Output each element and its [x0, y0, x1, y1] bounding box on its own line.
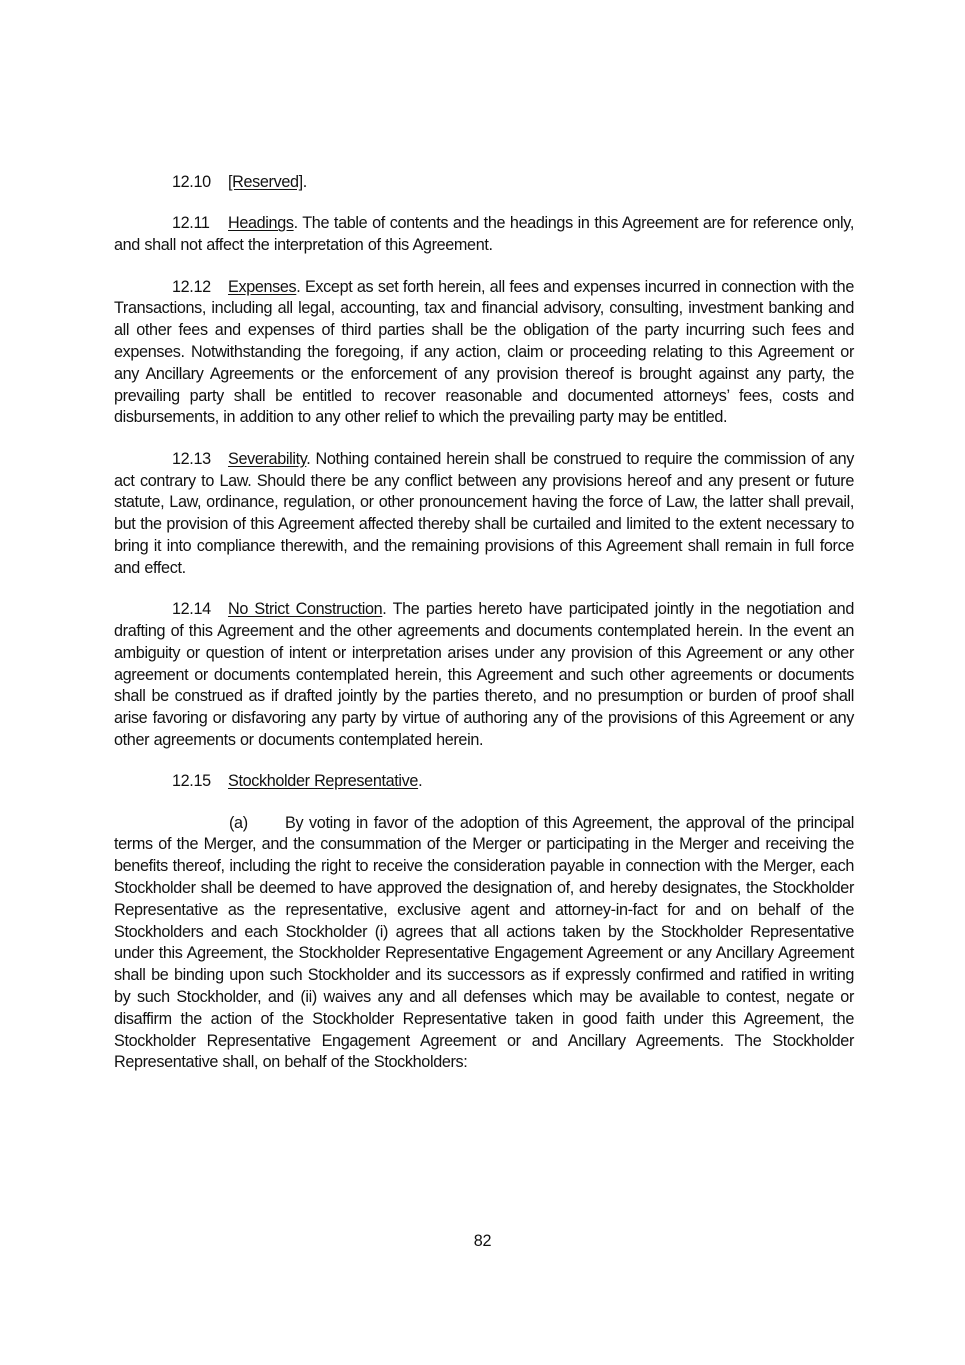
section-text: . Except as set forth herein, all fees and expenses incurred in connection with the Transactions, including all legal, accounting, tax and financial advisory, consulting, investment banking and all other fees and expenses of third parties shall be the obligation of the party incurring such fees and expenses. Notwithstanding the foregoing, if any action, claim or proceeding relating to this Agreement or any Ancillary Agreements or the enforcement of any provision thereof is brought against any party, the prevailing party shall be entitled to recover reasonable and documented attorneys’ fees, costs and disbursements, in addition to any other relief to which the prevailing party may be entitled.	[114, 277, 854, 427]
section-text: . The parties hereto have participated jointly in the negotiation and drafting of this Agreement and the other agreements and documents contemplated herein. In the event an ambiguity or question of intent or interpretation arises under any provision of this Agreement or any other agreement or documents contemplated herein, this Agreement and such other agreements or documents shall be construed as if drafted jointly by the parties thereto, and no presumption or burden of proof shall arise favoring or disfavoring any party by virtue of authoring any of the provisions of this Agreement or any other agreements or documents contemplated herein.	[114, 600, 854, 749]
section-number: 12.11	[172, 214, 210, 233]
section-heading: Expenses	[228, 277, 297, 296]
section-number: 12.12	[172, 277, 211, 296]
section-heading: Stockholder Representative	[228, 772, 419, 791]
section-heading-suffix: .	[302, 173, 307, 191]
section-heading: Severability	[228, 449, 307, 468]
section-12-10	[114, 172, 854, 194]
section-number: 12.13	[172, 449, 211, 468]
section-number: 12.10	[172, 173, 211, 191]
section-12-11	[114, 213, 854, 257]
section-12-14	[114, 599, 854, 752]
subsection-text: By voting in favor of the adoption of this Agreement, the approval of the principal terms of the Merger, and the consummation of the Merger or participating in the Merger and receiving the benefits thereof, including the right to receive the consideration payable in connection with the Merger, each Stockholder shall be deemed to have approved the designation of, and hereby designates, the Stockholder Representative as the representative, exclusive agent and attorney-in-fact for and on behalf of the Stockholders and each Stockholder (i) agrees that all actions taken by the Stockholder Representative under this Agreement, the Stockholder Representative Engagement Agreement or any Ancillary Agreement shall be binding upon such Stockholder and its successors as if expressly confirmed and ratified in writing by such Stockholder, and (ii) waives any and all defenses which may be available to contest, negate or disaffirm the action of the Stockholder Representative taken in good faith under this Agreement, the Stockholder Representative Engagement Agreement or and Ancillary Agreements. The Stockholder Representative shall, on behalf of the Stockholders:	[114, 813, 854, 1072]
page-number: 82	[473, 1232, 492, 1250]
section-12-12	[114, 277, 854, 430]
section-heading: Headings	[228, 214, 294, 233]
section-heading-suffix: .	[418, 772, 423, 791]
section-12-13	[114, 449, 854, 580]
section-number: 12.14	[172, 600, 211, 619]
section-number: 12.15	[172, 772, 211, 791]
section-12-15	[114, 771, 854, 793]
section-text: . The table of contents and the headings in this Agreement are for reference only, and shall not affect the interpretation of this Agreement.	[114, 214, 854, 255]
subsection-letter: (a)	[229, 813, 248, 832]
document-body	[114, 172, 854, 1094]
section-heading: [Reserved]	[228, 173, 303, 191]
section-heading: No Strict Construction	[228, 600, 383, 619]
section-12-15-a	[114, 813, 854, 1075]
section-text: . Nothing contained herein shall be construed to require the commission of any act contrary to Law. Should there be any conflict between any provisions hereof and any present or future statute, Law, ordinance, regulation, or other pronouncement having the force of Law, the latter shall prevail, but the provision of this Agreement affected thereby shall be curtailed and limited to the extent necessary to bring it into compliance therewith, and the remaining provisions of this Agreement shall remain in full force and effect.	[114, 449, 854, 577]
